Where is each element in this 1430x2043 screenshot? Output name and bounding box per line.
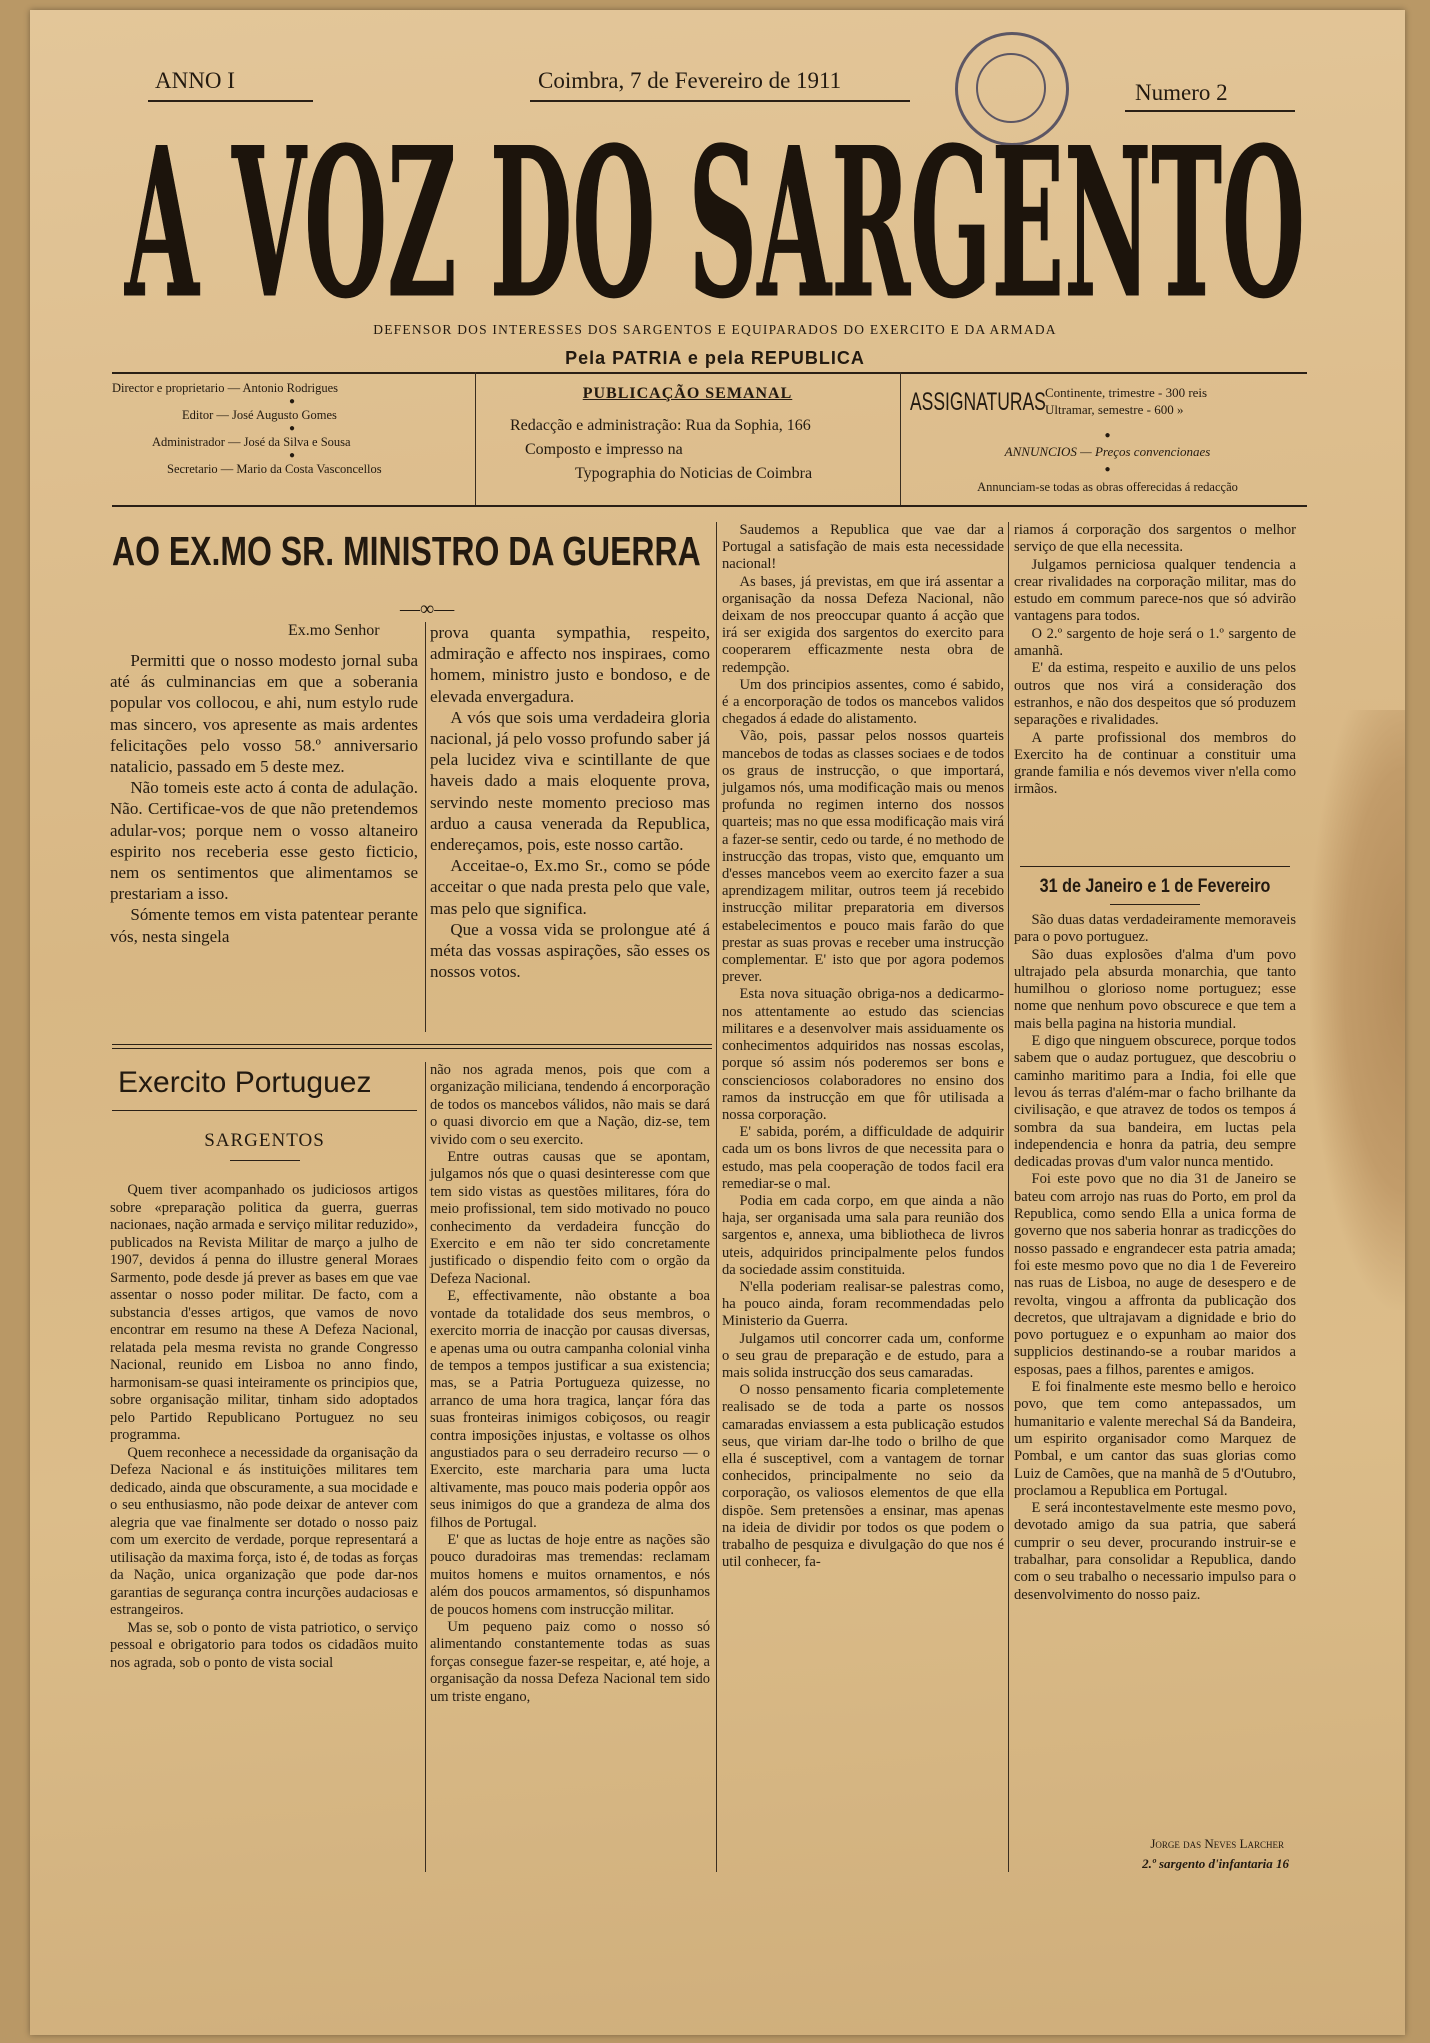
subscription-continente: Continente, trimestre - 300 reis [1045,385,1208,400]
motto: Pela PATRIA e pela REPUBLICA [565,348,865,368]
publication-box [480,382,895,486]
right-body-p6: E será incontestavelmente este mesmo povo, devotado amigo da sua patria, que saberá cumprir o seu dever, procurando instruir-se e trabalhar, para consolidar a Republica, dando com o seu trabalho o necessario impulso para o desenvolvimento do nosso paiz. [1014,1500,1296,1603]
right-top-p3: O 2.º sargento de hoje será o 1.º sargento de amanhã. [1014,625,1296,660]
ornament-divider: —∞— [400,598,455,620]
staff-editor: Editor — José Augusto Gomes [182,408,337,422]
letter-col2-p1: prova quanta sympathia, respeito, admiração e affecto nos inspiraes, como homem, ministro justo e bondoso, e de elevada envergadura. [430,623,710,706]
annuncios-line: ANNUNCIOS — Preços convencionaes [1004,444,1211,459]
middle-column [722,522,1004,1571]
issue-number: Numero 2 [1135,80,1228,105]
right-top-p5: A parte profissional dos membros do Exercito ha de continuar a constituir uma grande familia e nós devemos viver n'ella como irmãos. [1014,729,1296,798]
right-top-p4: E' da estima, respeito e auxilio de uns pelos outros que nos virá a consideração dos estranhos, e não dos despeitos que só produzem separações e rivalidades. [1014,660,1296,729]
exercito-col2-p2: Entre outras causas que se apontam, julgamos nós que o quasi desinteresse com que tem sido vistas as questões militares, fóra do meio profissional, tem sido motivado no pouco conhecimento da verdadeira funcção do Exercito e em não ter sido concretamente justificado o dispendio feito com o orgão da Defeza Nacional. [430,1149,710,1287]
right-body-p4: Foi este povo que no dia 31 de Janeiro se bateu com arrojo nas ruas do Porto, em prol da Republica, como sendo Ella a unica forma de governo que nos saberia honrar as tradicções do nosso passado e engrandecer esta patria amada; foi este mesmo povo que no dia 1 de Fevereiro nas ruas de Lisboa, no auge de desespero e de revolta, vingou a affronta da publicação dos decretos, que ultrajavam a dignidade e brio do povo portuguez e o expunham ao maior dos supplicios destinando-se a roubar maridos a esposas, paes a filhos, parentes e amigos. [1014,1171,1296,1378]
right-headline: 31 de Janeiro e 1 de Fevereiro [1039,876,1271,897]
middle-p10: O nosso pensamento ficaria completemente realisado se de toda a parte os nossos camaradas enviassem a esta publicação estudos seus, que viriam dar-lhe todo o brilho de que ella é susceptivel, com a vantagem de tornar conhecidos, principalmente no seio da corporação, os valiosos elementos de que ella dispõe. Sem pretensões a ensinar, mas apenas na ideia de dividir por todos os que podem o trabalho de pesquiza e divulgação do que nos é util conhecer, fa- [722,1382,1004,1571]
middle-p3: Um dos principios assentes, como é sabido, é a encorporação de todos os mancebos validos chegados á edade do alistamento. [722,676,1004,728]
page-damage [1310,710,1405,1310]
right-top-p2: Julgamos perniciosa qualquer tendencia a crear rivalidades na corporação militar, mas do estudo em commum parece-nos que só advirão vantagens para todos. [1014,556,1296,625]
staff-director: Director e proprietario — Antonio Rodrigues [112,381,338,395]
issue-year: ANNO I [155,68,235,93]
exercito-col1-p3: Mas se, sob o ponto de vista patriotico, o serviço pessoal e obrigatorio para todos os cidadãos muito nos agrada, sob o ponto de vista social [110,1619,418,1671]
middle-p2: As bases, já previstas, em que irá assentar a organisação da nossa Defeza Nacional, não deixam de nos preoccupar quanto á acção que irá ser exigida dos sargentos do exercito para cooperarem efficazmente nesta obra de redempção. [722,573,1004,676]
masthead-title-text: A VOZ DO SARGENTO [124,115,1305,325]
exercito-col2-p5: Um pequeno paiz como o nosso só alimentando constantemente todas as suas forças consegue fazer-se respeitar, e, até hoje, a organisação da nossa Defeza Nacional tem sido um triste engano, [430,1619,710,1705]
right-top-p1: riamos á corporação dos sargentos o melhor serviço de que ella necessita. [1014,522,1296,556]
letter-col1-p3: Sómente temos em vista patentear perante vós, nesta singela [110,905,418,946]
subscription-ultramar: Ultramar, semestre - 600 » [1045,402,1184,417]
annuncios-note: Annunciam-se todas as obras offerecidas á redacção [977,480,1238,494]
middle-p5: Esta nova situação obriga-nos a dedicarmo-nos attentamente ao estudo das sciencias militares e a desenvolver mais assiduamente os conhecimentos adquiridos nas nossas escolas, porque só assim nós poderemos ser bons e conscienciosos colaboradores no ensino dos ramos da instrucção em que fôr utilisada a nossa corporação. [722,986,1004,1123]
letter-col2 [430,622,710,982]
publication-typography: Typographia do Noticias de Coimbra [575,465,813,482]
staff-box: Director e proprietario — Antonio Rodrigues ● Editor — José Augusto Gomes ● Administrador — José da Silva e Sousa ● Secretario — Mario da Costa Vasconcellos [112,380,472,477]
staff-secretary: Secretario — Mario da Costa Vasconcellos [167,462,382,476]
exercito-col1 [110,1182,418,1672]
letter-col2-p3: Acceitae-o, Ex.mo Sr., como se póde acceitar o que nada presta pelo que vale, mas pelo que significa. [430,856,710,918]
letter-headline: AO EX.MO SR. MINISTRO DA GUERRA [112,528,701,574]
tagline: DEFENSOR DOS INTERESSES DOS SARGENTOS E EQUIPARADOS DO EXERCITO E DA ARMADA [373,322,1057,337]
publication-title: PUBLICAÇÃO SEMANAL [582,385,793,402]
letter-col1-p2: Não tomeis este acto á conta de adulação. Não. Certificae-vos de que não pretendemos adular-vos; porque nem o vosso altaneiro espirito nos receberia esse gesto ficticio, nem os sentimentos que alimentamos se prestariam a isso. [110,778,418,904]
right-body-p3: E digo que ninguem obscurece, porque todos sabem que o audaz portuguez, que descobriu o caminho maritimo para a India, foi elle que levou ás terras d'além-mar o facho brilhante da civilisação, e que atravez de todos os tempos á sombra da sua bandeira, em luctas pela independencia e honra da patria, deu sempre dedicadas provas d'um valor nunca mentido. [1014,1033,1296,1171]
letter-salutation: Ex.mo Senhor [288,622,380,639]
right-body-p1: São duas datas verdadeiramente memoraveis para o povo portuguez. [1014,912,1296,946]
subscriptions-title: ASSIGNATURAS [910,388,1046,416]
right-column-body [1014,912,1296,1604]
right-column-top [1014,522,1296,799]
exercito-subhead: SARGENTOS [204,1130,325,1151]
staff-administrator: Administrador — José da Silva e Sousa [152,435,351,449]
exercito-col2-p1: não nos agrada menos, pois que com a organização miliciana, tendendo á encorporação de todos os mancebos válidos, não mais se dará o quasi divorcio em que a Nação, diz-se, tem vivido com o seu exercito. [430,1062,710,1148]
letter-col2-p2: A vós que sois uma verdadeira gloria nacional, já pelo vosso profundo saber já pela lucidez viva e scintillante de que haveis dado a mais eloquente prova, servindo neste momento precioso mas arduo a causa venerada da Republica, endereçamos, pois, este nosso cartão. [430,707,710,855]
publication-printed: Composto e impresso na [525,441,683,458]
exercito-col2 [430,1062,710,1706]
exercito-headline: Exercito Portuguez [118,1066,372,1099]
right-body-p5: E foi finalmente este mesmo bello e heroico povo, que tem como antepassados, um humanitario e valente merechal Sá da Bandeira, um espirito organisador como Marquez de Pombal, e um cantor das suas glorias como Luiz de Camões, que na manhã de 5 d'Outubro, proclamou a Republica em Portugal. [1014,1379,1296,1499]
letter-col1 [110,650,418,947]
signature-name: Jorge das Neves Larcher [1150,1836,1284,1851]
exercito-col1-p2: Quem reconhece a necessidade da organisação da Defeza Nacional e ás instituições militares tem dedicado, ainda que obscuramente, a sua mocidade e o seu enthusiasmo, não pode deixar de antever com alegria que vae finalmente ser dotado o nosso paiz com um exercito de verdade, porque representará a utilisação da maxima força, isto é, de todas as forças da Nação, unica organização que pode dar-nos garantias de segurança contra incurções audaciosas e estrangeiros. [110,1444,418,1618]
exercito-col1-p1: Quem tiver acompanhado os judiciosos artigos sobre «preparação politica da guerra, guerras nacionaes, nação armada e serviço militar reduzido», publicados na Revista Militar de março a julho de 1907, devidos á penna do illustre general Moraes Sarmento, pode desde já prever as bases em que vae assentar o nosso poder militar. De facto, com a substancia d'esses artigos, que vamos de novo encontrar em resumo na these A Defeza Nacional, relatada pela mesma revista no grande Congresso Nacional, reunido em Lisboa no anno findo, harmonisam-se quasi inteiramente os principios que, sobre organisação militar, tinham sido adoptados pelo Partido Republicano Portuguez no seu programma. [110,1182,418,1443]
middle-p8: N'ella poderiam realisar-se palestras como, ha pouco ainda, foram recommendadas pelo Ministerio da Guerra. [722,1278,1004,1330]
middle-p9: Julgamos util concorrer cada um, conforme o seu grau de preparação e de estudo, para a mais solida instrucção dos seus camaradas. [722,1330,1004,1381]
exercito-col2-p3: E, effectivamente, não obstante a boa vontade da totalidade dos seus membros, o exercito morria de inacção por causas diversas, e apenas uma ou outra campanha colonial vinha de tempos a tempos justificar a sua existencia; mas, se a Patria Portugueza quizesse, no arranco de uma hora tragica, lançar fóra das suas fronteiras inimigos cobiçosos, ou reagir contra imposições injustas, e voltasse os olhos angustiados para o seu derradeiro recurso — o Exercito, este marcharia para uma lucta altivamente, mas pouco mais poderia oppôr aos seus inimigos do que a grandeza de alma dos filhos de Portugal. [430,1288,710,1531]
exercito-col2-p4: E' que as luctas de hoje entre as nações são pouco duradoiras mas tremendas: reclamam muitos homens e muitos ornamentos, e nós além dos poucos armamentos, só dispunhamos de poucos homens com instrucção militar. [430,1531,710,1618]
letter-col2-p4: Que a vossa vida se prolongue até á méta das vossas aspirações, são esses os nossos votos. [430,919,710,982]
right-body-p2: São duas explosões d'alma d'um povo ultrajado pela absurda monarchia, que tanto humilhou o glorioso nome portuguez; esse nome que nenhum povo obscurece e que tem a mais bella pagina na historia mundial. [1014,946,1296,1032]
middle-p1: Saudemos a Republica que vae dar a Portugal a satisfação de mais esta necessidade nacional! [722,522,1004,573]
signature-role: 2.º sargento d'infantaria 16 [1142,1856,1289,1871]
publication-address: Redacção e administração: Rua da Sophia, 166 [510,417,811,434]
masthead-title [120,115,1310,325]
newspaper-page: ANNO I Coimbra, 7 de Fevereiro de 1911 Numero 2 A VOZ DO SARGENTO DEFENSOR DOS INTERESSES DOS SARGENTOS E EQUIPARADOS DO EXERCITO E DA ARMADA Pela PATRIA e pela REPUBLICA Director e proprietario — Antonio Rodrigues ● Editor — José Augusto Gomes ● Administrador — José da Silva e Sousa ● Secretario — Mario da Costa Vasconcellos PUBLICAÇÃO SEMANAL Redacção e administração: Rua da Sophia, 166 Composto e impresso na Typographia do Noticias de Coimbra ASSIGNATURAS Continente, trimestre - 300 reis Ultramar, semestre - 600 » ● ANNUNCIOS — Preços convencionaes ● Annunciam-se todas as obras offerecidas á redacção AO EX.MO SR. MINISTRO DA GUERRA —∞— Ex.mo Senhor Permitti que o nosso modesto jornal suba até ás culminancias em que a soberania popular vos collocou, e ahi, num estylo rude mas sincero, vos apresente as mais ardentes felicitações pelo vosso 58.º anniversario natalicio, passado em 5 deste mez. Não tomeis este acto á conta de adulação. Não. Certificae-vos de que não pretendemos adular-vos; porque nem o vosso altaneiro espirito nos receberia esse gesto ficticio, nem os sentimentos que alimentamos se prestariam a isso. Sómente temos em vista patentear perante vós, nesta singela prova quanta sympathia, respeito, admiração e affecto nos inspiraes, como homem, ministro justo e bondoso, e de elevada envergadura. A vós que sois uma verdadeira gloria nacional, já pelo vosso profundo saber já pela lucidez viva e scintillante de que haveis dado a mais eloquente prova, servindo neste momento precioso mas arduo a causa venerada da Republica, endereçamos, pois, este nosso cartão. Acceitae-o, Ex.mo Sr., como se póde acceitar o que nada presta pelo que vale, mas pelo que significa. Que a vossa vida se prolongue até á méta das vossas aspirações, são esses os nossos votos. Exercito Portuguez SARGENTOS Quem tiver acompanhado os judiciosos artigos sobre «preparação politica da guerra, guerras nacionaes, nação armada e serviço militar reduzido», publicados na Revista Militar de março a julho de 1907, devidos á penna do illustre general Moraes Sarmento, pode desde já prever as bases em que vae assentar o nosso poder militar. De facto, com a substancia d'esses artigos, que vamos de novo encontrar em resumo na these A Defeza Nacional, relatada pela mesma revista no grande Congresso Nacional, reunido em Lisboa no anno findo, harmonisam-se quasi inteiramente os principios que, sobre organisação militar, tinham sido adoptados pelo Partido Republicano Portuguez no seu programma. Quem reconhece a necessidade da organisação da Defeza Nacional e ás instituições militares tem dedicado, ainda que obscuramente, a sua mocidade e o seu enthusiasmo, não pode deixar de antever com alegria que vae finalmente ser dotado o nosso paiz com um exercito de verdade, porque representará a utilisação da maxima força, isto é, de todas as forças da Nação, unica organização que pode dar-nos garantias de segurança contra incurções audaciosas e estrangeiros. Mas se, sob o ponto de vista patriotico, o serviço pessoal e obrigatorio para todos os cidadãos muito nos agrada, sob o ponto de vista social não nos agrada menos, pois que com a organização miliciana, tendendo á encorporação de todos os mancebos válidos, não mais se dará o quasi divorcio em que a Nação, diz-se, tem vivido com o seu exercito. Entre outras causas que se apontam, julgamos nós que o quasi desinteresse com que tem sido vistas as questões militares, fóra do meio profissional, tem sido motivado no pouco conhecimento da verdadeira funcção do Exercito e em não ter sido concretamente justificado o dispendio feito com o orgão da Defeza Nacional. E, effectivamente, não obstante a boa vontade da totalidade dos seus membros, o exercito morria de inacção por causas diversas, e apenas uma ou outra campanha colonial vinha de tempos a tempos justificar a sua existencia; mas, se a Patria Portugueza quizesse, no arranco de uma hora tragica, lançar fóra das suas fronteiras inimigos cobiçosos, ou reagir contra imposições injustas, e voltasse os olhos angustiados para o seu derradeiro recurso — o Exercito, este marcharia para uma lucta altivamente, mas pouco mais poderia oppôr aos seus inimigos do que a grandeza de alma dos filhos de Portugal. E' que as luctas de hoje entre as nações são pouco duradoiras mas tremendas: reclamam muitos homens e muitos ornamentos, e nós além dos poucos armamentos, só dispunhamos de poucos homens com instrucção militar. Um pequeno paiz como o nosso só alimentando constantemente todas as suas forças consegue fazer-se respeitar, e, até hoje, a organisação da nossa Defeza Nacional tem sido um triste engano, Saudemos a Republica que vae dar a Portugal a satisfação de mais esta necessidade nacional! As bases, já previstas, em que irá assentar a organisação da nossa Defeza Nacional, não deixam de nos preoccupar quanto á acção que irá ser exigida dos sargentos do exercito para cooperarem efficazmente nesta obra de redempção. Um dos principios assentes, como é sabido, é a encorporação de todos os mancebos validos chegados á edade do alistamento. Vão, pois, passar pelos nossos quarteis mancebos de todas as classes sociaes e de todos os graus de instrucção, o que importará, julgamos nós, uma modificação mais ou menos profunda no regimen interno dos nossos quarteis; mas no que essa modificação mais virá a fazer-se sentir, cedo ou tarde, é no methodo de instrucção das tropas, visto que, emquanto um d'esses mancebos veem ao exercito fazer a sua aprendizagem militar, outros teem já recebido instrucção militar preparatoria em diversos estabelecimentos e pouco mais farão do que prestar as suas provas e receber uma instrucção complementar. E' isto que por agora podemos prever. Esta nova situação obriga-nos a dedicarmo-nos attentamente ao estudo das sciencias militares e a desenvolver mais assiduamente os conhecimentos adquiridos nas nossas escolas, porque só assim nós poderemos ser bons e conscienciosos colaboradores no ensino dos ramos da instrucção em que fôr utilisada a nossa corporação. E' sabida, porém, a difficuldade de adquirir cada um os bons livros de que necessita para o estudo, mas pela cooperação de todos facil era remediar-se o mal. Podia em cada corpo, em que ainda a não haja, ser organisada uma sala para reunião dos sargentos e, annexa, uma bibliotheca de livros uteis, adquiridos principalmente pelos fundos da sociedade assim constituida. N'ella poderiam realisar-se palestras como, ha pouco ainda, foram recommendadas pelo Ministerio da Guerra. Julgamos util concorrer cada um, conforme o seu grau de preparação e de estudo, para a mais solida instrucção dos seus camaradas. O nosso pensamento ficaria completemente realisado se de toda a parte os nossos camaradas enviassem a esta publicação estudos seus, que viriam dar-lhe todo o brilho de que ella é susceptivel, com a vantagem de tornar conhecidos, principalmente no seio da corporação, os valiosos elementos de que ella dispõe. Sem pretensões a ensinar, mas apenas na ideia de dividir por todos os que podem o trabalho de pesquiza e divulgação do que nos é util conhecer, fa- riamos á corporação dos sargentos o melhor serviço de que ella necessita. Julgamos perniciosa qualquer tendencia a crear rivalidades na corporação militar, mas do estudo em commum parece-nos que só advirão vantagens para todos. O 2.º sargento de hoje será o 1.º sargento de amanhã. E' da estima, respeito e auxilio de uns pelos outros que nos virá a consideração dos estranhos, e não dos despeitos que só produzem separações e rivalidades. A parte profissional dos membros do Exercito ha de continuar a constituir uma grande familia e nós devemos viver n'ella como irmãos. 31 de Janeiro e 1 de Fevereiro São duas datas verdadeiramente memoraveis para o povo portuguez. São duas explosões d'alma d'um povo ultrajado pela absurda monarchia, que tanto humilhou o glorioso nome portuguez; esse nome que nenhum povo obscurece e que tem a mais bella pagina na historia mundial. E digo que ninguem obscurece, porque todos sabem que o audaz portuguez, que descobriu o caminho maritimo para a India, foi elle que levou ás terras d'além-mar o facho brilhante da civilisação, e que atravez de todos os tempos á sombra da sua bandeira, em luctas pela independencia e honra da patria, deu sempre dedicadas provas d'um valor nunca mentido. Foi este povo que no dia 31 de Janeiro se bateu com arrojo nas ruas do Porto, em prol da Republica, como sendo Ella a unica forma de governo que nos saberia honrar as tradicções do nosso passado e engrandecer esta patria amada; foi este mesmo povo que no dia 1 de Fevereiro nas ruas de Lisboa, no auge de desespero e de revolta, vingou a affronta da publicação dos decretos, que ultrajavam a dignidade e brio do povo portuguez e o expunham ao maior dos supplicios destinando-se a roubar maridos a esposas, paes a filhos, parentes e amigos. E foi finalmente este mesmo bello e heroico povo, que tem como antepassados, um humanitario e valente merechal Sá da Bandeira, um espirito organisador como Marquez de Pombal, e um cantor das suas glorias como Luiz de Camões, que na manhã de 5 d'Outubro, proclamou a Republica em Portugal. E será incontestavelmente este mesmo povo, devotado amigo da sua patria, que saberá cumprir o seu dever, procurando instruir-se e trabalhar, para consolidar a Republica, dando com o seu trabalho o necessario impulso para o desenvolvimento do nosso paiz. Jorge das Neves Larcher 2.º sargento d'infantaria 16 [30,10,1405,2035]
middle-p4: Vão, pois, passar pelos nossos quarteis mancebos de todas as classes sociaes e de todos os graus de instrucção, o que importará, julgamos nós, uma modificação mais ou menos profunda no regimen interno dos nossos quarteis; mas no que essa modificação mais virá a fazer-se sentir, cedo ou tarde, é no methodo de instrucção das tropas, visto que, emquanto um d'esses mancebos veem ao exercito fazer a sua aprendizagem militar, outros teem já recebido instrucção militar preparatoria em diversos estabelecimentos e pouco mais farão do que prestar as suas provas e receber uma instrucção complementar. E' isto que por agora podemos prever. [722,728,1004,986]
letter-col1-p1: Permitti que o nosso modesto jornal suba até ás culminancias em que a soberania popular vos collocou, e ahi, num estylo rude mas sincero, vos apresente as mais ardentes felicitações pelo vosso 58.º anniversario natalicio, passado em 5 deste mez. [110,651,418,777]
middle-p6: E' sabida, porém, a difficuldade de adquirir cada um os bons livros de que necessita para o estudo, mas pela cooperação de todos facil era remediar-se o mal. [722,1124,1004,1192]
issue-date: Coimbra, 7 de Fevereiro de 1911 [538,68,842,93]
middle-p7: Podia em cada corpo, em que ainda a não haja, ser organisada uma sala para reunião dos sargentos e, annexa, uma bibliotheca de livros uteis, adquiridos principalmente pelos fundos da sociedade assim constituida. [722,1192,1004,1278]
